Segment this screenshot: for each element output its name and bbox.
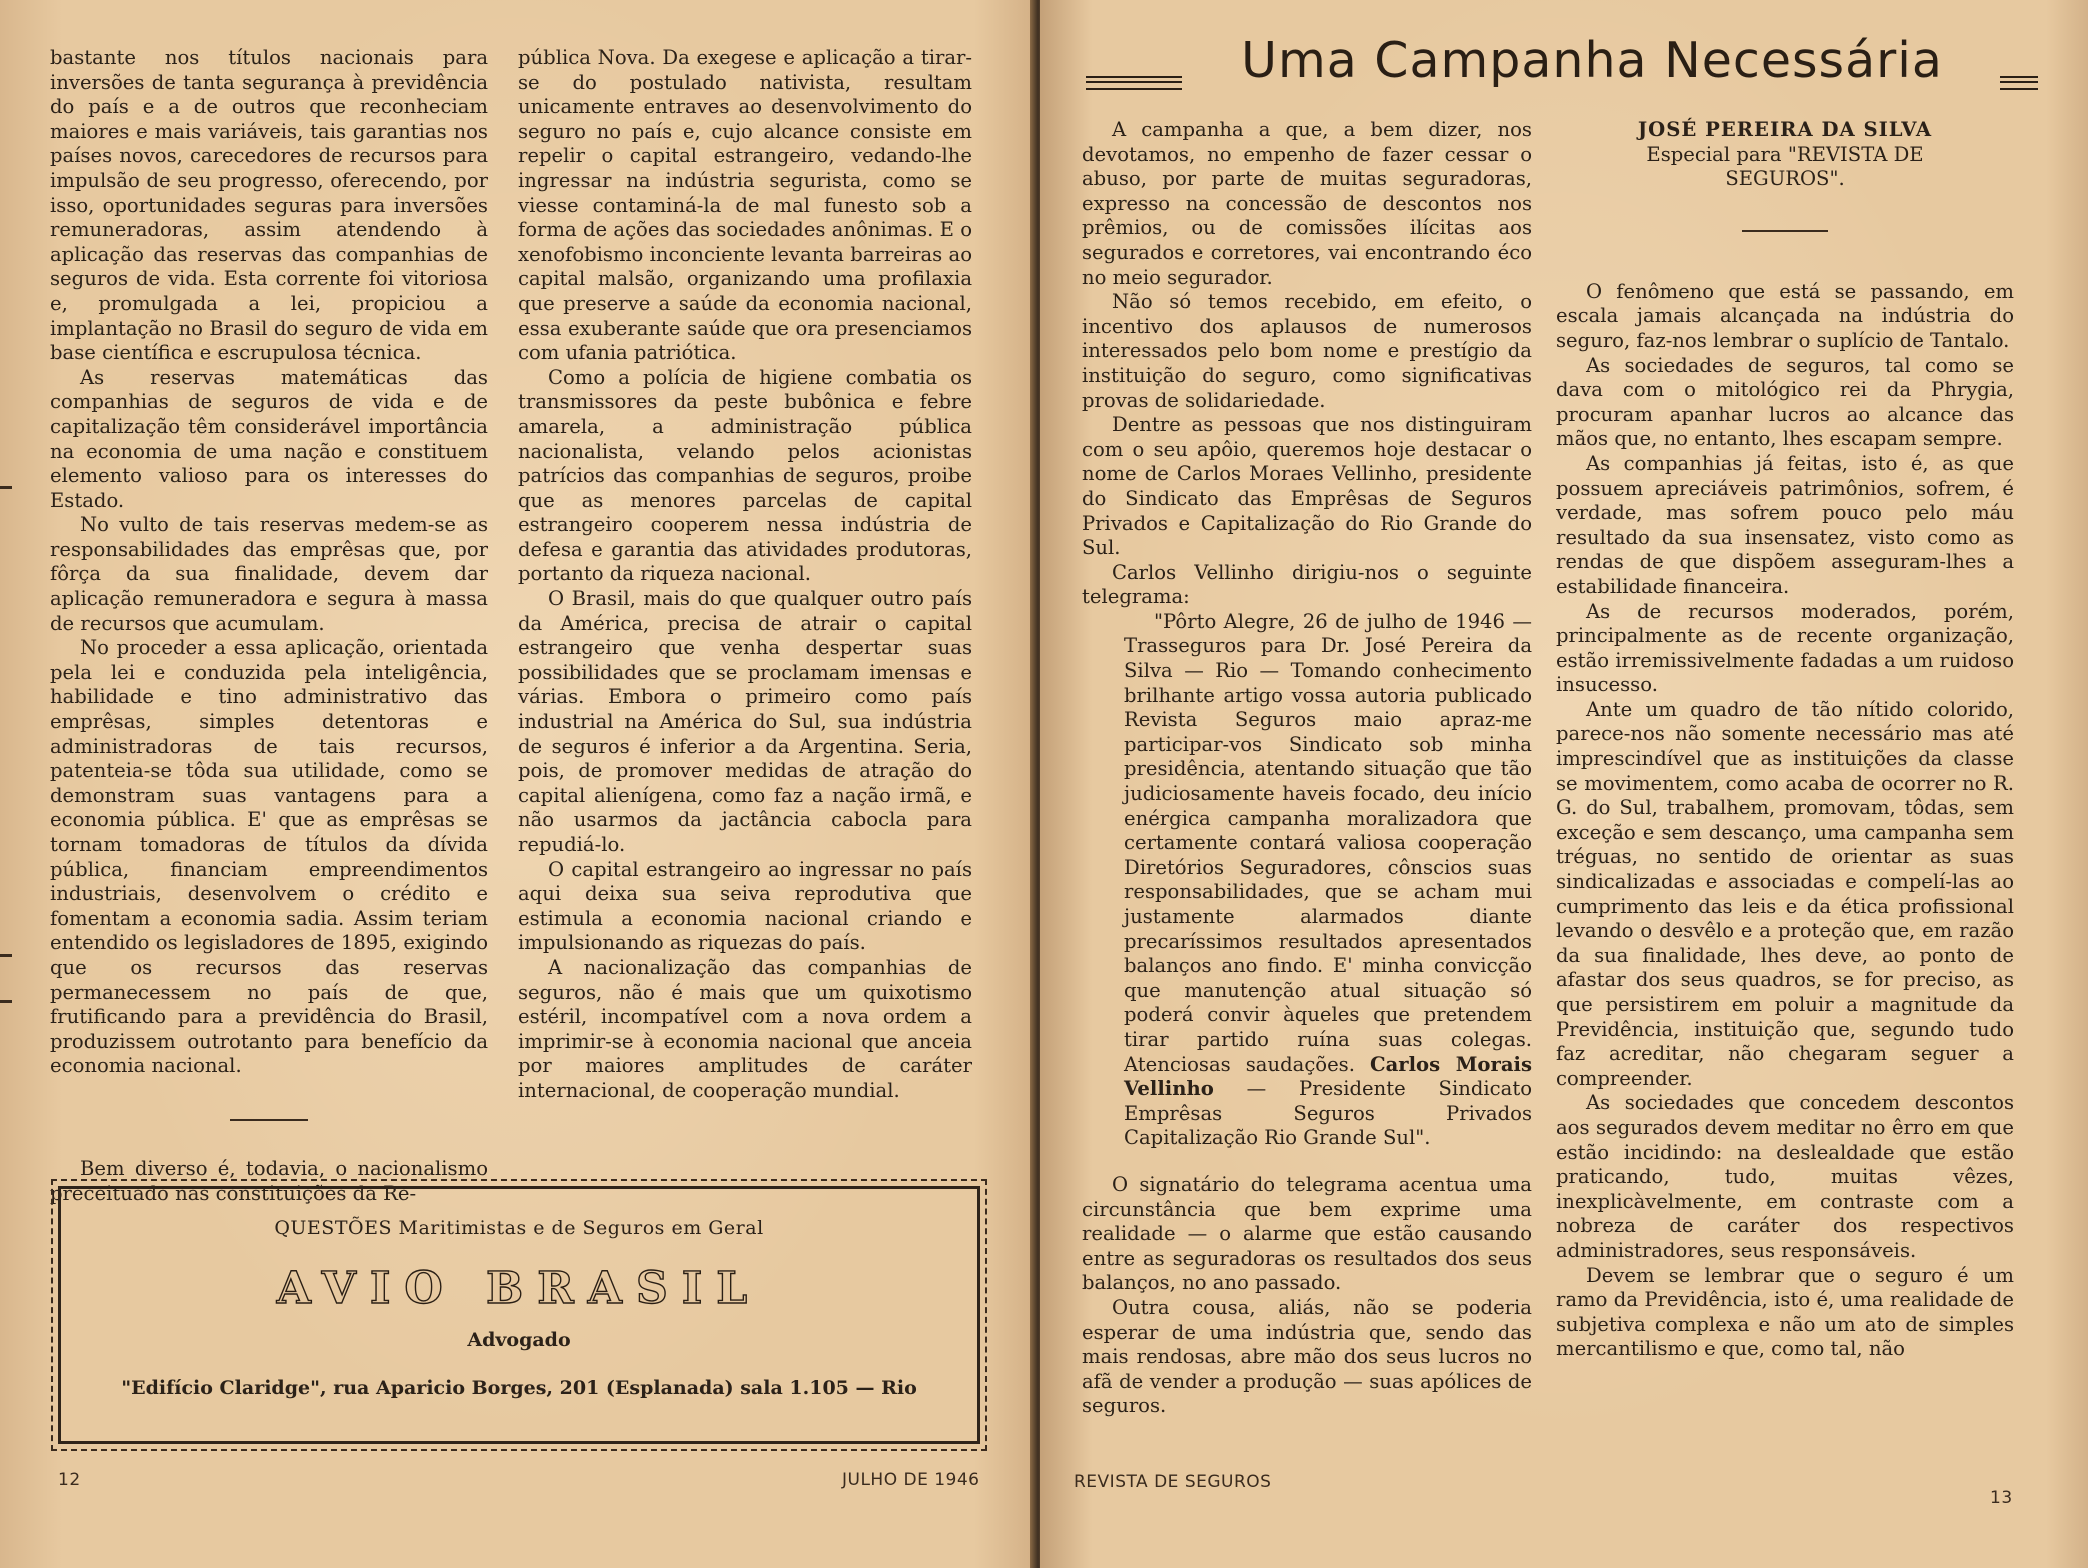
- paragraph: Outra cousa, aliás, não se poderia esperar de uma indústria que, sendo das mais rendosas, abre mão dos seus lucros no afã de vender a produção — suas apólices de seguros.: [1082, 1295, 1532, 1418]
- paragraph: pública Nova. Da exegese e aplicação a tirar-se do postulado nativista, resultam unicamente entraves ao desenvolvimento do seguro no país e, cujo alcance consiste em repelir o capital estrangeiro, vedando-lhe ingressar na indústria segurista, como se viesse contaminá-la de mal funesto sob a forma de ações das sociedades anônimas. E o xenofobismo inconciente levanta barreiras ao capital malsão, organizando uma profilaxia que preserve a saúde da economia nacional, essa exuberante saúde que ora presenciamos com ufania patriótica.: [518, 46, 972, 365]
- paragraph: A campanha a que, a bem dizer, nos devotamos, no empenho de fazer cessar o abuso, por parte de muitas seguradoras, expresso na concessão de descontos nos prêmios, ou de comissões ilícitas aos segurados e corretores, vai encontrando éco no meio segurador.: [1082, 118, 1532, 289]
- paragraph: Não só temos recebido, em efeito, o incentivo dos aplausos de numerosos interessados pelo bom nome e prestígio da instituição do seguro, como significativas provas de solidariedade.: [1082, 290, 1532, 412]
- title-rule-right: [2000, 76, 2038, 90]
- page-edge-mark: [0, 954, 12, 957]
- paragraph: O Brasil, mais do que qualquer outro país da América, precisa de atrair o capital estrangeiro que venha despertar suas possibilidades que se proclamam imensas e várias. Embora o primeiro como país industrial na América do Sul, sua indústria de seguros é inferior a da Argentina. Seria, pois, de promover medidas de atração do capital alienígena, como faz a nação irmã, e não usarmos da jactância cabocla para repudiá-lo.: [518, 587, 972, 856]
- title-rule-left: [1086, 76, 1182, 90]
- paragraph: Bem diverso é, todavia, o nacionalismo preceituado nas constituições da Re-: [50, 1156, 488, 1205]
- section-separator: [230, 1119, 308, 1121]
- advertisement-box: [58, 1186, 980, 1444]
- article-title: Uma Campanha Necessária: [1241, 32, 1943, 89]
- paragraph: No vulto de tais reservas medem-se as responsabilidades das emprêsas que, por fôrça da sua finalidade, devem dar aplicação remuneradora e segura à massa de recursos que acumulam.: [50, 513, 488, 635]
- page-edge-mark: [0, 1000, 12, 1003]
- paragraph: No proceder a essa aplicação, orientada pela lei e conduzida pela inteligência, habilidade e tino administrativo das emprêsas, simples detentoras e administradoras de tais recursos, patenteia-se tôda sua utilidade, como se demonstram suas vantagens para a economia pública. E' que as emprêsas se tornam tomadoras de títulos da dívida pública, financiam empreendimentos industriais, desenvolvem o crédito e fomentam a economia sadia. Assim teriam entendido os legisladores de 1895, exigindo que os recursos das reservas permanecessem no país de que, frutificando para a previdência do Brasil, produzissem outrotanto para benefício da economia nacional.: [50, 636, 488, 1078]
- paragraph: Como a polícia de higiene combatia os transmissores da peste bubônica e febre amarela, a administração pública nacionalista, velando pelos acionistas patrícios das companhias de seguros, proibe que as menores parcelas de capital estrangeiro cooperem nessa indústria de defesa e garantia das atividades produtoras, portanto da riqueza nacional.: [518, 365, 972, 586]
- paragraph: O fenômeno que está se passando, em escala jamais alcançada na indústria do seguro, faz-nos lembrar o suplício de Tantalo.: [1556, 279, 2014, 352]
- paragraph: O signatário do telegrama acentua uma circunstância que bem exprime uma realidade — o alarme que estão causando entre as seguradoras os resultados dos seus balanços, no ano passado.: [1082, 1172, 1532, 1295]
- paragraph: As de recursos moderados, porém, principalmente as de recente organização, estão irremissivelmente fadadas a um ruidoso insucesso.: [1556, 599, 2014, 697]
- paragraph: O capital estrangeiro ao ingressar no país aqui deixa sua seiva reprodutiva que estimula a economia nacional criando e impulsionando as riquezas do país.: [518, 857, 972, 955]
- paragraph: As companhias já feitas, isto é, as que possuem apreciáveis patrimônios, sofrem, é verdade, mas sofrem pouco pelo máu resultado da sua insensatez, visto como as rendas de que dispõem asseguram-lhes a estabilidade financeira.: [1556, 451, 2014, 598]
- left-column-2: [518, 46, 972, 1104]
- magazine-title-footer: REVISTA DE SEGUROS: [1074, 1472, 1272, 1492]
- paragraph: As sociedades que concedem descontos aos segurados devem meditar no êrro em que estão incidindo: na deslealdade que estão praticando, tudo, muitas vêzes, inexplicàvelmente, em contraste com a nobreza de caráter dos respectivos administradores, seus responsáveis.: [1556, 1091, 2014, 1262]
- page-number: 12: [58, 1470, 81, 1490]
- issue-date: JULHO DE 1946: [842, 1470, 980, 1490]
- telegram-signature-title: — Presidente Sindicato Emprêsas Seguros Privados Capitalização Rio Grande Sul".: [1124, 1077, 1532, 1150]
- paragraph: Dentre as pessoas que nos distinguiram com o seu apôio, queremos hoje destacar o nome de Carlos Moraes Vellinho, presidente do Sindicato das Emprêsas de Seguros Privados e Capitalização do Rio Grande do Sul.: [1082, 413, 1532, 560]
- telegram-body: "Pôrto Alegre, 26 de julho de 1946 — Trasseguros para Dr. José Pereira da Silva — Rio — Tomando conhecimento brilhante artigo vossa autoria publicado Revista Seguros maio apraz-me participar-vos Sindicato sob minha presidência, atentando situação que tão judiciosamente haveis focado, deu início enérgica campanha moralizadora que certamente contará valiosa cooperação Diretórios Seguradores, cônscios suas responsabilidades, que se acham mui justamente alarmados diante precaríssimos resultados apresentados balanços ano findo. E' minha convicção que manutenção atual situação só poderá convir àqueles que pretendem tirar partido ruína suas colegas. Atenciosas saudações.: [1124, 609, 1532, 1076]
- left-page: [0, 0, 1036, 1568]
- paragraph: Ante um quadro de tão nítido colorido, parece-nos não somente necessário mas até imprescindível que as instituições da classe se movimentem, como acaba de ocorrer no R. G. do Sul, trabalhem, promovam, tôdas, sem exceção e sem descanço, uma campanha sem tréguas, no sentido de orientar as suas sindicalizadas e associadas e compelí-las ao cumprimento das leis e da ética profissional levando o desvêlo e a proteção que, em razão da sua finalidade, lhes deve, ao ponto de afastar dos seus quadros, se for preciso, as que persistirem em poluir a magnitude da Previdência, instituição que, segundo tudo faz acreditar, não chegaram seguer a compreender.: [1556, 697, 2014, 1090]
- telegram-signature: Carlos Morais Vellinho: [1124, 1052, 1532, 1101]
- left-column-1: [50, 46, 488, 1206]
- paragraph: A nacionalização das companhias de seguros, não é mais que um quixotismo estéril, incompatível com a nova ordem a imprimir-se à economia nacional que anceia por maiores amplitudes de caráter internacional, de cooperação mundial.: [518, 955, 972, 1102]
- paragraph: As reservas matemáticas das companhias de seguros de vida e de capitalização têm considerável importância na economia de uma nação e constituem elemento valioso para os interesses do Estado.: [50, 365, 488, 512]
- paragraph: Carlos Vellinho dirigiu-nos o seguinte telegrama:: [1082, 560, 1532, 609]
- ad-role: Advogado: [467, 1329, 571, 1351]
- paragraph: As sociedades de seguros, tal como se dava com o mitológico rei da Phrygia, procuram apanhar lucros ao alcance das mãos que, no entanto, lhes escapam sempre.: [1556, 353, 2014, 451]
- page-edge-mark: [0, 486, 12, 489]
- byline-separator: [1742, 230, 1828, 232]
- page-number: 13: [1990, 1488, 2013, 1508]
- article-headline: [1080, 30, 2040, 92]
- telegram-text: [1082, 610, 1532, 1151]
- paragraph: Devem se lembrar que o seguro é um ramo da Previdência, isto é, uma realidade de subjetiva complexa e não um ato de simples mercantilismo e que, como tal, não: [1556, 1263, 2014, 1361]
- author-byline: JOSÉ PEREIRA DA SILVA: [1637, 118, 1933, 141]
- right-column-1: [1082, 118, 1532, 1419]
- paragraph: bastante nos títulos nacionais para inversões de tanta segurança à previdência do país e a de outros que reconheciam maiores e mais variáveis, tais garantias nos países novos, carecedores de recursos para impulsão de seu progresso, oferecendo, por isso, oportunidades seguras para inversões remuneradoras, assim atendendo à aplicação das reservas das companhias de seguros de vida. Esta corrente foi vitoriosa e, promulgada a lei, propiciou a implantação no Brasil do seguro de vida em base científica e escrupulosa técnica.: [50, 46, 488, 365]
- ad-heading: QUESTÕES Maritimistas e de Seguros em Geral: [274, 1217, 764, 1239]
- special-note: Especial para "REVISTA DE SEGUROS".: [1646, 142, 1924, 191]
- ad-address: "Edifício Claridge", rua Aparicio Borges, 201 (Esplanada) sala 1.105 — Rio: [121, 1377, 917, 1399]
- ad-advertiser-name: AVIO BRASIL: [276, 1263, 762, 1314]
- right-column-2: [1556, 118, 2014, 1362]
